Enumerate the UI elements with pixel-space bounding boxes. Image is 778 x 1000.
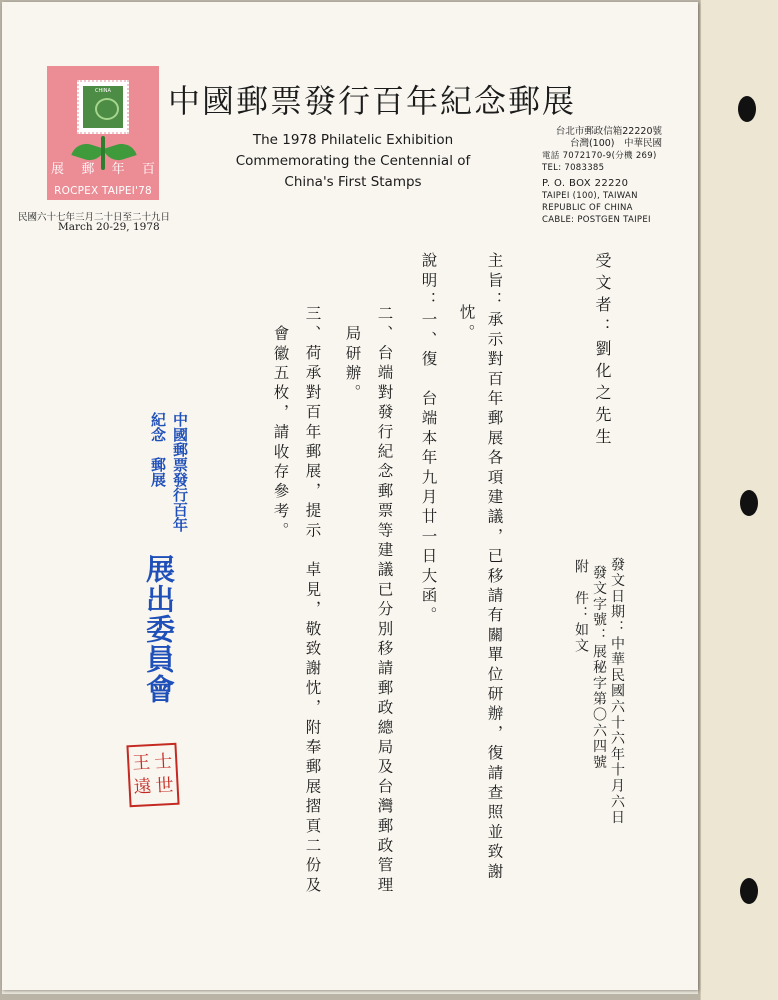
explanation-item-3: 三、荷承對百年郵展，提示 卓見，敬致謝忱，附奉郵展摺頁二份及 [303,305,322,896]
recipient-line: 受文者：劉化之先生 [593,252,612,450]
signature-org-line: 中國郵票發行百年 [171,412,189,532]
stamp-image [77,80,129,134]
subject-line-2: 忱。 [457,304,476,344]
letterhead-title-cn: 中國郵票發行百年紀念郵展 [168,82,577,120]
issue-number: 發文字號：展秘字第〇六四號 [591,565,607,771]
logo-caption-cn: 展 郵 年 百 [51,162,155,177]
explanation-item-3-cont: 會徽五枚，請收存參考。 [271,325,290,542]
explanation-item-1: 說明：一、復 台端本年九月廿一日大函。 [419,252,438,627]
signature-event-line: 紀念 郵展 [149,412,167,487]
logo-caption-en: ROCPEX TAIPEI'78 [54,185,152,197]
signature-committee: 展出委員會 [142,554,176,704]
explanation-item-2: 二、台端對發行紀念郵票等建議已分別移請郵政總局及台灣郵政管理 [375,305,394,896]
dragon-icon [95,98,119,120]
exhibition-dates-cn: 民國六十七年三月二十日至二十九日 [18,212,171,223]
binder-hole [738,96,756,122]
stamp-label: CHINA [95,88,111,94]
album-backing [700,0,778,1000]
exhibition-logo [47,66,159,200]
binder-hole [740,490,758,516]
issue-date: 發文日期：中華民國六十六年十月六日 [609,557,625,826]
subject-line-1: 主旨：承示對百年郵展各項建議，已移請有關單位研辦，復請查照並致謝 [485,252,504,883]
address-block: 台北市郵政信箱22220號 台灣(100) 中華民國 電話 7072170-9(分機 269) TEL: 7083385 P. O. BOX 22220 TAIPEI (100), TAIWAN REPUBLIC OF CHINA CABLE: POSTGEN TAIPEI [542,126,662,225]
explanation-item-2-cont: 局研辦。 [343,325,362,404]
letterhead-title-en: The 1978 Philatelic Exhibition Commemorating the Centennial of China's First Stamps [235,132,471,190]
exhibition-dates-en: March 20-29, 1978 [58,221,160,233]
binder-hole [740,878,758,904]
letter-sheet [2,2,698,990]
red-seal: 王 士 遠 世 [126,743,179,808]
attachment: 附 件：如文 [573,559,589,654]
